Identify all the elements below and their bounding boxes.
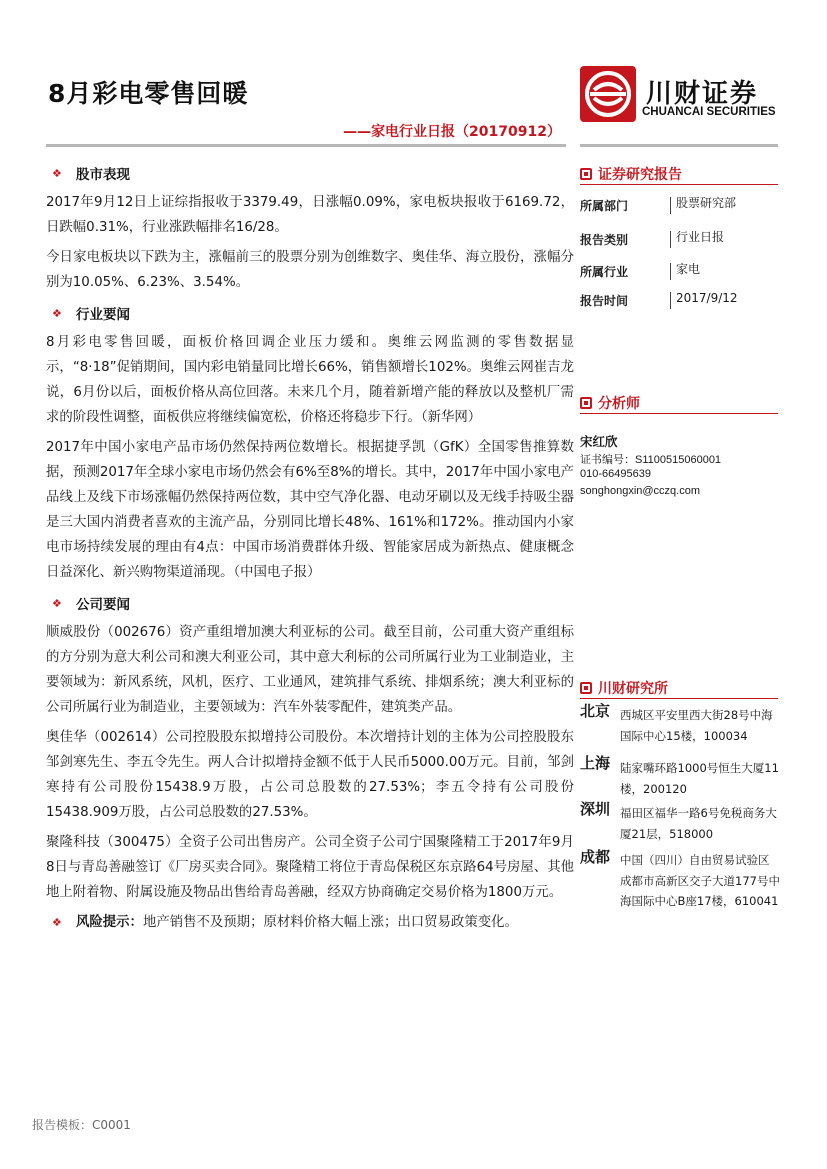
sidebar-heading-text: 分析师 <box>598 396 640 412</box>
risk-text: 地产销售不及预期；原材料价格大幅上涨；出口贸易政策变化。 <box>142 915 518 930</box>
report-title: 8月彩电零售回暖 <box>48 79 249 108</box>
paragraph: 顺威股份（002676）资产重组增加澳大利亚标的公司。截至目前，公司重大资产重组标的方分别为意大利公司和澳大利亚公司，其中意大利标的公司所属行业为工业制造业，主要领域为：新风系统，风机，医疗、工业通风，建筑排气系统、排烟系统；澳大利亚标的公司所属行业为制造业，主要领域为：汽车外装零配件，建筑类产品。 <box>46 625 574 715</box>
section-heading-market <box>52 160 574 186</box>
report-subtitle: ——家电行业日报（20170912） <box>343 124 561 140</box>
meta-key: 报告时间 <box>580 294 629 308</box>
office-city: 深圳 <box>580 800 611 818</box>
meta-value: 家电 <box>670 263 700 280</box>
template-code: 报告模板：C0001 <box>32 1118 131 1132</box>
paragraph: 聚隆科技（300475）全资子公司出售房产。公司全资子公司宁国聚隆精工于2017年9月8日与青岛善融签订《厂房买卖合同》。聚隆精工将位于青岛保税区东京路64号房屋、其他地上附着物、附属设施及物品出售给青岛善融，经双方协商确定交易价格为1800万元。 <box>46 835 574 900</box>
meta-value: 2017/9/12 <box>670 292 738 309</box>
analyst-phone[interactable]: 010-66495639 <box>580 468 651 480</box>
meta-row <box>580 263 778 280</box>
risk-label: 风险提示： <box>76 915 143 930</box>
section-title: 股市表现 <box>76 167 130 183</box>
meta-key: 报告类别 <box>580 233 629 247</box>
diamond-bullet-icon: ❖ <box>52 306 62 320</box>
paragraph: 2017年9月12日上证综指报收于3379.49，日涨幅0.09%，家电板块报收于6169.72，日跌幅0.31%，行业涨跌幅排名16/28。 <box>46 195 574 235</box>
header-divider-right <box>580 144 778 147</box>
meta-row <box>580 292 778 309</box>
office-city: 上海 <box>580 754 611 772</box>
paragraph: 2017年中国小家电产品市场仍然保持两位数增长。根据捷孚凯（GfK）全国零售推算数据，预测2017年全球小家电市场仍然会有6%至8%的增长。其中，2017年中国小家电产品线上及线下市场涨幅仍然保持两位数，其中空气净化器、电动牙刷以及无线手持吸尘器是三大国内消费者喜欢的主流产品，分别同比增长48%、161%和172%。推动国内小家电市场持续发展的理由有4点：中国市场消费群体升级、智能家居成为新热点、健康概念日益深化、新兴购物渠道涌现。（中国电子报） <box>46 440 574 580</box>
diamond-bullet-icon: ❖ <box>52 916 62 929</box>
meta-value: 行业日报 <box>670 231 724 248</box>
analyst-cert: 证书编号：S1100515060001 <box>580 454 722 466</box>
sidebar-divider <box>580 413 778 414</box>
meta-key: 所属行业 <box>580 265 629 279</box>
company-logo <box>580 66 780 126</box>
section-heading-industry <box>52 300 574 326</box>
section-title: 公司要闻 <box>76 597 130 613</box>
meta-key: 所属部门 <box>580 199 629 213</box>
sidebar-heading-text: 川财研究所 <box>598 681 668 697</box>
analyst-name: 宋红欣 <box>580 434 618 449</box>
section-square-icon <box>580 168 592 180</box>
paragraph: 8月彩电零售回暖，面板价格回调企业压力缓和。奥维云网监测的零售数据显示，“8·18”促销期间，国内彩电销量同比增长66%，销售额增长102%。奥维云网崔吉龙说，6月份以后，面板价格从高位回落。未来几个月，随着新增产能的释放以及整机厂需求的阶段性调整，面板供应将继续偏宽松，价格还将稳步下行。（新华网） <box>46 335 574 425</box>
office-address: 中国（四川）自由贸易试验区成都市高新区交子大道177号中海国际中心B座17楼，610041 <box>620 853 780 908</box>
section-square-icon <box>580 682 592 694</box>
sidebar-divider <box>580 184 778 185</box>
header-divider-left <box>46 144 566 147</box>
section-title: 行业要闻 <box>76 307 130 323</box>
office-city: 北京 <box>580 702 611 720</box>
office-address: 西城区平安里西大街28号中海国际中心15楼，100034 <box>620 708 773 743</box>
office-city: 成都 <box>580 848 611 866</box>
sidebar-heading-report <box>580 164 682 184</box>
paragraph: 奥佳华（002614）公司控股股东拟增持公司股份。本次增持计划的主体为公司控股股东邹剑寒先生、李五令先生。两人合计拟增持金额不低于人民币5000.00万元。目前，邹剑寒持有公司股份15438.9万股，占公司总股数的27.53%；李五令持有公司股份15438.909万股，占公司总股数的27.53%。 <box>46 730 574 820</box>
chuancai-logo-icon <box>580 66 636 122</box>
section-square-icon <box>580 397 592 409</box>
meta-row <box>580 231 778 248</box>
office-address: 陆家嘴环路1000号恒生大厦11楼，200120 <box>620 761 779 796</box>
risk-warning <box>52 910 574 935</box>
analyst-email[interactable]: songhongxin@cczq.com <box>580 485 701 497</box>
meta-value: 股票研究部 <box>670 197 736 214</box>
sidebar-heading-institute <box>580 678 668 698</box>
logo-english-name: CHUANCAI SECURITIES <box>642 106 776 118</box>
logo-chinese-name: 川财证券 <box>646 79 759 109</box>
main-content <box>46 160 574 935</box>
sidebar-heading-text: 证券研究报告 <box>598 167 682 183</box>
sidebar-divider <box>580 698 778 699</box>
meta-row <box>580 197 778 214</box>
paragraph: 今日家电板块以下跌为主，涨幅前三的股票分别为创维数字、奥佳华、海立股份，涨幅分别为10.05%、6.23%、3.54%。 <box>46 250 574 290</box>
section-heading-company <box>52 590 574 616</box>
diamond-bullet-icon: ❖ <box>52 596 62 610</box>
diamond-bullet-icon: ❖ <box>52 166 62 180</box>
sidebar-heading-analyst <box>580 393 640 413</box>
office-address: 福田区福华一路6号免税商务大厦21层，518000 <box>620 806 777 841</box>
